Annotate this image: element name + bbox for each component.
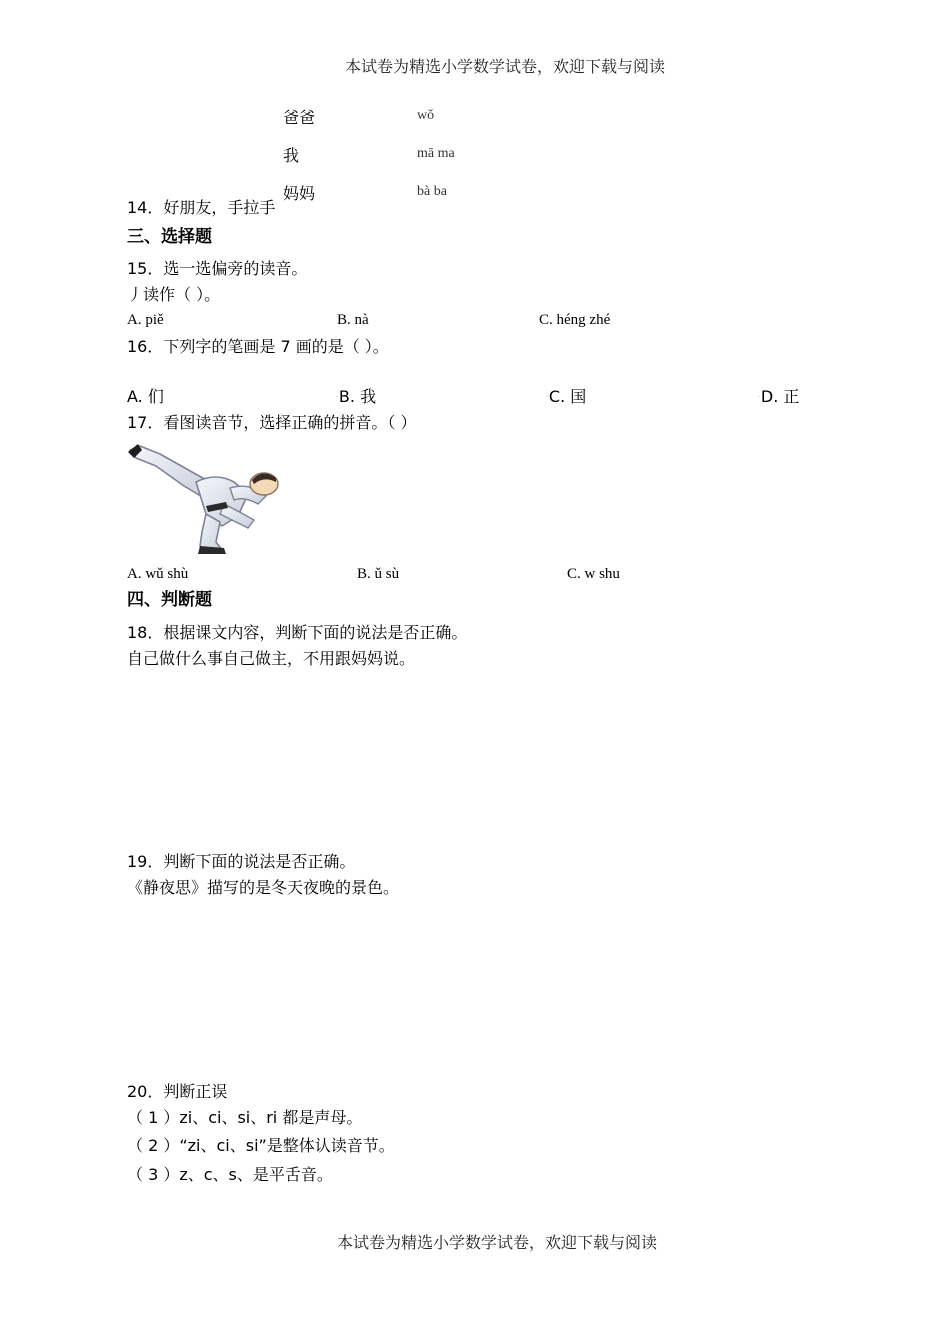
- option-marker: ·: [546, 394, 548, 401]
- q15-option-b: B. nà: [337, 312, 369, 328]
- q16-option-d: D. 正: [760, 387, 800, 406]
- q19-statement: 《静夜思》描写的是冬天夜晚的景色。: [127, 878, 400, 897]
- q19-stem: 19．判断下面的说法是否正确。: [127, 852, 356, 871]
- martial-arts-kick-figure-icon: [126, 442, 290, 556]
- q14-word-1: 爸爸: [283, 108, 316, 127]
- q16-option-c-wrap: [546, 384, 586, 407]
- q14-word-2: 我: [283, 146, 300, 165]
- q18-stem: 18．根据课文内容，判断下面的说法是否正确。: [127, 623, 468, 642]
- q14-pinyin-1: wǒ: [417, 108, 435, 123]
- q16-stem: 16．下列字的笔画是 7 画的是（ ）。: [127, 337, 389, 356]
- q16-option-a: A. 们: [127, 387, 164, 406]
- q14-stem: 14．好朋友，手拉手: [127, 198, 276, 217]
- q20-item-3: （ 3 ）z、c、s、是平舌音。: [127, 1165, 333, 1184]
- q14-pinyin-3: bà ba: [417, 184, 447, 199]
- q14-pinyin-2: mā ma: [417, 146, 455, 161]
- q17-option-c-wrap: [564, 566, 620, 583]
- q15-option-c: C. héng zhé: [539, 312, 611, 328]
- option-marker: ·: [564, 571, 566, 578]
- q14-word-3: 妈妈: [283, 184, 316, 203]
- q15-stem: 15．选一选偏旁的读音。: [127, 259, 308, 278]
- q17-option-b: B. ǔ sù: [357, 566, 400, 582]
- q15-option-a: A. piě: [127, 312, 164, 328]
- q18-statement: 自己做什么事自己做主，不用跟妈妈说。: [127, 649, 416, 668]
- option-marker: ·: [758, 394, 760, 401]
- q16-option-b: B. 我: [338, 387, 377, 406]
- page-header: 本试卷为精选小学数学试卷，欢迎下载与阅读: [345, 57, 666, 76]
- q16-option-b-wrap: [336, 384, 376, 407]
- section-4-title: 四、判断题: [127, 590, 212, 610]
- option-marker: ·: [336, 394, 338, 401]
- q17-option-a: A. wǔ shù: [127, 566, 189, 582]
- q16-option-c: C. 国: [548, 387, 587, 406]
- q16-option-d-wrap: [758, 384, 799, 407]
- page-footer: 本试卷为精选小学数学试卷，欢迎下载与阅读: [337, 1233, 658, 1252]
- q17-option-c: C. w shu: [567, 566, 620, 582]
- q15-sub: 丿读作（ ）。: [127, 285, 221, 304]
- q20-item-1: （ 1 ）zi、ci、si、ri 都是声母。: [127, 1108, 363, 1127]
- q17-option-b-wrap: [354, 566, 399, 583]
- section-3-title: 三、选择题: [127, 227, 212, 247]
- q17-stem: 17．看图读音节，选择正确的拼音。（ ）: [127, 413, 417, 432]
- q20-item-2: （ 2 ）“zi、ci、si”是整体认读音节。: [127, 1136, 395, 1155]
- option-marker: ·: [354, 571, 356, 578]
- q20-stem: 20．判断正误: [127, 1082, 228, 1101]
